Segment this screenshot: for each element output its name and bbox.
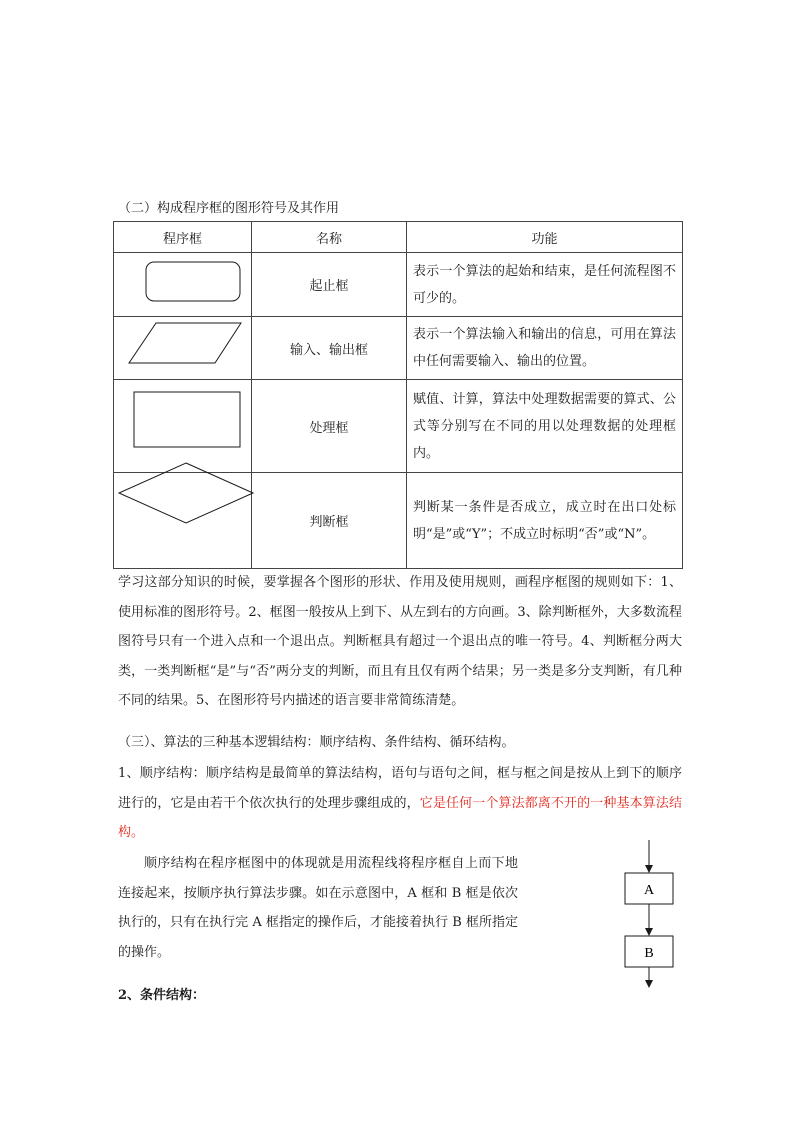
sequence-paragraph bbox=[118, 759, 682, 848]
header-function: 功能 bbox=[407, 222, 683, 253]
header-shape: 程序框 bbox=[114, 222, 252, 253]
process-name: 处理框 bbox=[252, 380, 407, 473]
sequence-intro: 1、顺序结构：顺序结构是最简单的算法结构，语句与语句之间，框与框之间是按从上到下的顺序进行的，它是由若干个依次执行的处理步骤组成的， bbox=[118, 766, 682, 811]
diamond-icon bbox=[114, 473, 254, 569]
box-b-label: B bbox=[644, 946, 654, 961]
terminal-function: 表示一个算法的起始和结束，是任何流程图不可少的。 bbox=[407, 253, 683, 317]
process-function: 赋值、计算，算法中处理数据需要的算式、公式等分别写在不同的用以处理数据的处理框内。 bbox=[407, 380, 683, 473]
decision-function: 判断某一条件是否成立，成立时在出口处标明“是”或“Y”；不成立时标明“否”或“N”。 bbox=[407, 473, 683, 569]
box-a-label: A bbox=[643, 883, 655, 898]
table-row bbox=[114, 473, 683, 569]
sequence-description: 顺序结构在程序框图中的体现就是用流程线将程序框自上而下地连接起来，按顺序执行算法步骤。如在示意图中，A 框和 B 框是依次执行的，只有在执行完 A 框指定的操作后，才能接着执行 B 框所指定的操作。 bbox=[118, 856, 518, 960]
flowchart-symbols-table bbox=[113, 221, 683, 569]
rounded-rectangle-icon bbox=[114, 253, 252, 317]
sequence-flow-diagram bbox=[600, 836, 700, 996]
rules-paragraph: 学习这部分知识的时候，要掌握各个图形的形状、作用及使用规则，画程序框图的规则如下：1、使用标准的图形符号。2、框图一般按从上到下、从左到右的方向画。3、除判断框外，大多数流程图符号只有一个进入点和一个退出点。判断框具有超过一个退出点的唯一符号。4、判断框分两大类，一类判断框“是”与“否”两分支的判断，而且有且仅有两个结果；另一类是多分支判断，有几种不同的结果。5、在图形符号内描述的语言要非常简练清楚。 bbox=[118, 575, 682, 708]
terminal-name: 起止框 bbox=[252, 253, 407, 317]
sequence-highlight: 它是任何一个算法都离不开的一种基本算法结构。 bbox=[118, 795, 682, 840]
header-name: 名称 bbox=[252, 222, 407, 253]
rectangle-icon bbox=[114, 380, 252, 473]
section-three-title: （三）、算法的三种基本逻辑结构：顺序结构、条件结构、循环结构。 bbox=[118, 735, 515, 750]
table-row bbox=[114, 253, 683, 317]
decision-name: 判断框 bbox=[252, 473, 407, 569]
table-row bbox=[114, 317, 683, 380]
table-row bbox=[114, 380, 683, 473]
decision-symbol-cell bbox=[114, 473, 252, 569]
parallelogram-icon bbox=[114, 317, 252, 380]
section-two-title: （二）构成程序框的图形符号及其作用 bbox=[118, 201, 340, 216]
io-name: 输入、输出框 bbox=[252, 317, 407, 380]
condition-heading: 2、条件结构： bbox=[118, 988, 206, 1003]
terminal-symbol-cell bbox=[114, 253, 252, 317]
table-header-row bbox=[114, 222, 683, 253]
process-symbol-cell bbox=[114, 380, 252, 473]
io-symbol-cell bbox=[114, 317, 252, 380]
io-function: 表示一个算法输入和输出的信息，可用在算法中任何需要输入、输出的位置。 bbox=[407, 317, 683, 380]
